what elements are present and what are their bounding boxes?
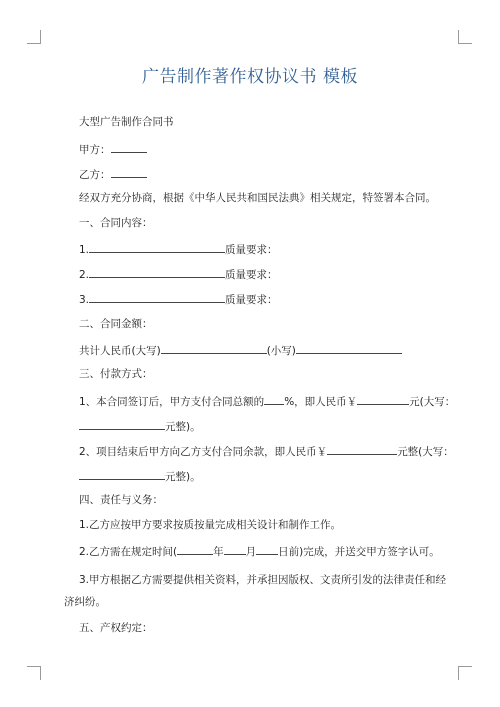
content-item-1-label: 质量要求： — [225, 244, 278, 256]
payment-2-amount-blank — [327, 443, 397, 455]
crop-mark-bottom-right — [458, 666, 472, 680]
payment-2-text-c: 元整)。 — [165, 471, 201, 483]
content-item-3-blank — [89, 291, 225, 303]
duty-item-2-day-blank — [256, 543, 278, 555]
amount-line — [79, 342, 402, 358]
duty-item-2-text-a: 2.乙方需在规定时间( — [79, 546, 178, 558]
payment-2-line-2 — [79, 468, 201, 484]
section1-heading: 一、合同内容： — [79, 217, 153, 229]
section3-heading: 三、付款方式： — [79, 368, 153, 380]
section4-heading: 四、责任与义务： — [79, 494, 163, 506]
payment-2-text-b: 元整(大写： — [397, 446, 454, 458]
party-b-line — [79, 166, 147, 182]
payment-1-line-2 — [79, 418, 201, 434]
duty-item-2-year-blank — [177, 543, 213, 555]
content-item-1-blank — [89, 241, 225, 253]
payment-1-capital-blank — [79, 418, 165, 430]
duty-item-3-line-2: 济纠纷。 — [64, 596, 106, 608]
content-item-1 — [79, 241, 278, 257]
content-item-3-num: 3. — [79, 294, 90, 306]
document-subtitle: 大型广告制作合同书 — [79, 116, 174, 128]
duty-item-2-month-label: 月 — [245, 546, 257, 558]
party-a-blank — [111, 141, 147, 153]
party-b-blank — [111, 166, 147, 178]
payment-1-text-c: 元(大写： — [409, 396, 456, 408]
content-item-2-num: 2. — [79, 269, 90, 281]
party-a-label: 甲方： — [79, 144, 111, 156]
content-item-2 — [79, 266, 278, 282]
payment-2-line-1 — [79, 443, 454, 459]
document-title: 广告制作著作权协议书 模板 — [142, 67, 358, 87]
duty-item-3-line-1: 3.甲方根据乙方需要提供相关资料，并承担因版权、文责所引发的法律责任和经 — [79, 574, 447, 586]
party-a-line — [79, 141, 147, 157]
payment-1-amount-blank — [357, 393, 409, 405]
section2-heading: 二、合同金额： — [79, 318, 153, 330]
section5-heading: 五、产权约定： — [79, 622, 153, 634]
crop-mark-bottom-left — [27, 666, 41, 680]
duty-item-2 — [79, 543, 440, 559]
payment-1-line-1 — [79, 393, 455, 409]
payment-1-text-b: %，即人民币￥ — [284, 396, 358, 408]
duty-item-2-year-label: 年 — [213, 546, 224, 558]
preamble: 经双方充分协商，根据《中华人民共和国民法典》相关规定，特签署本合同。 — [79, 192, 436, 204]
payment-2-capital-blank — [79, 468, 165, 480]
payment-2-text-a: 2、项目结束后甲方向乙方支付合同余款，即人民币￥ — [79, 446, 328, 458]
crop-mark-top-right — [458, 30, 472, 44]
party-b-label: 乙方： — [79, 169, 111, 181]
content-item-3-label: 质量要求： — [225, 294, 278, 306]
amount-capital-label: 共计人民币(大写) — [79, 345, 161, 357]
content-item-1-num: 1. — [79, 244, 90, 256]
content-item-2-label: 质量要求： — [225, 269, 278, 281]
content-item-3 — [79, 291, 278, 307]
content-item-2-blank — [89, 266, 225, 278]
duty-item-1: 1.乙方应按甲方要求按质按量完成相关设计和制作工作。 — [79, 519, 342, 531]
payment-1-text-d: 元整)。 — [165, 421, 201, 433]
amount-capital-blank — [161, 342, 267, 354]
amount-numeric-label: (小写) — [266, 345, 296, 357]
duty-item-2-month-blank — [224, 543, 246, 555]
amount-numeric-blank — [296, 342, 402, 354]
crop-mark-top-left — [27, 30, 41, 44]
duty-item-2-text-d: 日前)完成，并送交甲方签字认可。 — [278, 546, 440, 558]
payment-1-text-a: 1、本合同签订后，甲方支付合同总额的 — [79, 396, 265, 408]
payment-1-percent-blank — [264, 393, 284, 405]
